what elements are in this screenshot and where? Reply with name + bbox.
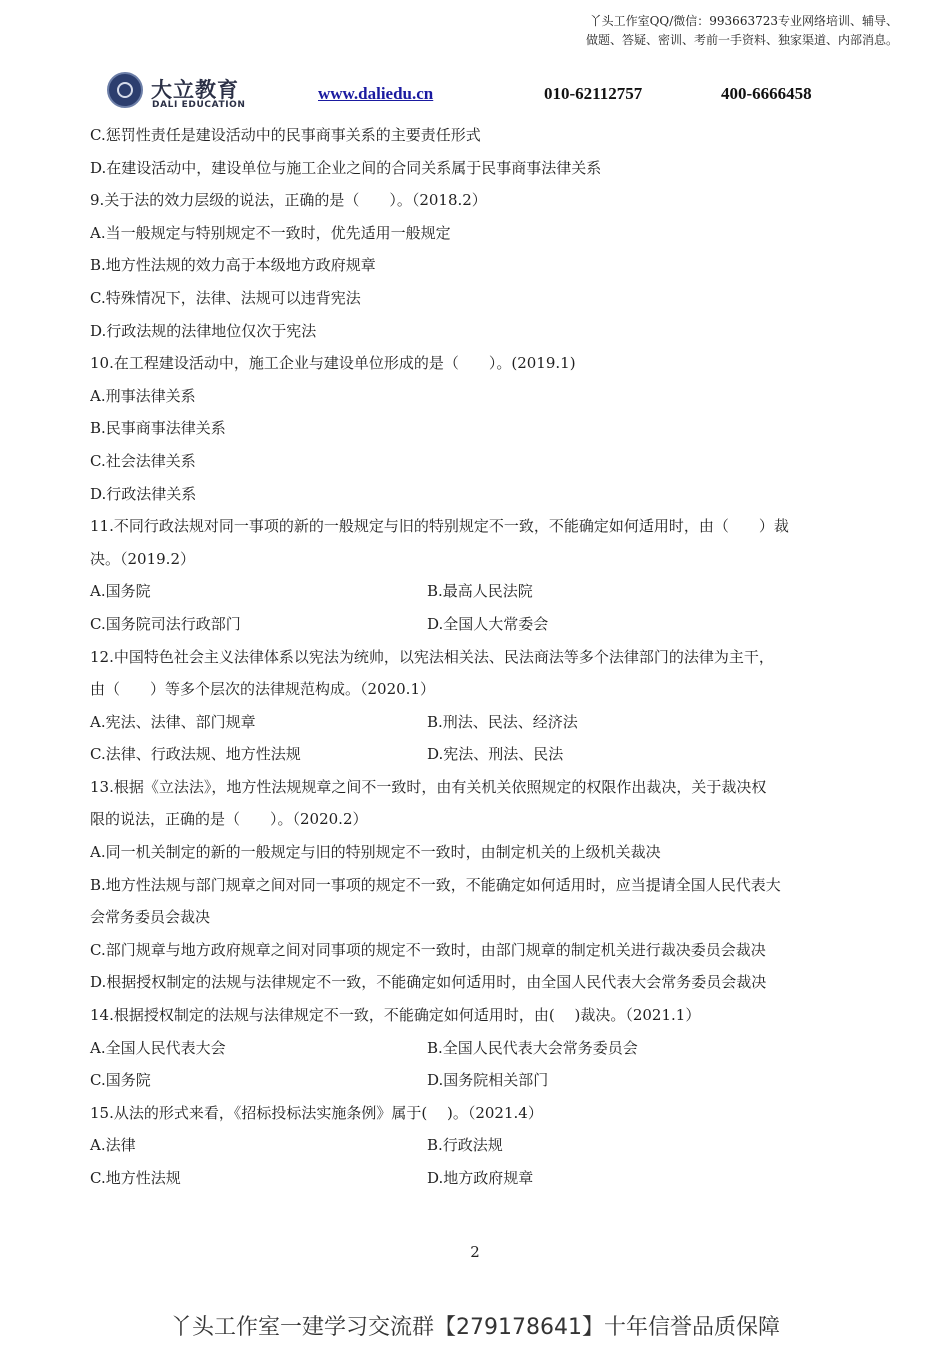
option-a: A.国务院 [90, 582, 151, 601]
option-row [90, 1032, 865, 1065]
option-row [90, 1162, 865, 1195]
logo-chinese-name: 大立教育 [151, 78, 239, 102]
option-line: D.行政法律关系 [90, 484, 197, 503]
question-14: 14.根据授权制定的法规与法律规定不一致，不能确定如何适用时，由( )裁决。（2021.1） [90, 1006, 701, 1025]
question-15: 15.从法的形式来看，《招标投标法实施条例》属于( )。（2021.4） [90, 1103, 543, 1122]
page-number: 2 [470, 1243, 480, 1261]
option-row [90, 706, 865, 739]
option-line: B.民事商事法律关系 [90, 419, 226, 438]
option-row [90, 575, 865, 608]
question-12: 12.中国特色社会主义法律体系以宪法为统帅，以宪法相关法、民法商法等多个法律部门的法律为主干， [90, 647, 774, 666]
option-row [90, 1129, 865, 1162]
option-row [90, 738, 865, 771]
option-b: B.全国人民代表大会常务委员会 [427, 1038, 638, 1057]
question-11-cont: 决。（2019.2） [90, 549, 195, 568]
option-b: B.行政法规 [427, 1136, 503, 1155]
option-a: A.法律 [90, 1136, 136, 1155]
option-c: C.国务院司法行政部门 [90, 614, 241, 633]
question-13-cont: 限的说法，正确的是（ ）。（2020.2） [90, 810, 368, 829]
option-d: D.宪法、刑法、民法 [427, 745, 564, 764]
option-b: B.刑法、民法、经济法 [427, 712, 578, 731]
option-c: C.法律、行政法规、地方性法规 [90, 745, 301, 764]
question-11: 11.不同行政法规对同一事项的新的一般规定与旧的特别规定不一致，不能确定如何适用时，由（ ）裁 [90, 517, 789, 536]
option-b: B.最高人民法院 [427, 582, 533, 601]
option-line: D.根据授权制定的法规与法律规定不一致，不能确定如何适用时，由全国人民代表大会常务委员会裁决 [90, 973, 767, 992]
option-line: C.部门规章与地方政府规章之间对同事项的规定不一致时，由部门规章的制定机关进行裁决委员会裁决 [90, 940, 766, 959]
option-line: A.当一般规定与特别规定不一致时，优先适用一般规定 [90, 223, 451, 242]
option-d: D.地方政府规章 [427, 1169, 534, 1187]
option-line: A.刑事法律关系 [90, 386, 196, 405]
page-header [0, 72, 950, 112]
question-10: 10.在工程建设活动中，施工企业与建设单位形成的是（ ）。(2019.1) [90, 354, 576, 373]
option-line: B.地方性法规与部门规章之间对同一事项的规定不一致，不能确定如何适用时，应当提请全国人民代表大 [90, 875, 781, 894]
logo-english-name: DALI EDUCATION [152, 100, 246, 110]
footer-banner: 丫头工作室一建学习交流群【279178641】十年信誉品质保障 [170, 1315, 780, 1340]
logo-emblem-icon [107, 72, 143, 108]
promo-line-1: 丫头工作室QQ/微信：993663723专业网络培训、辅导、 [589, 14, 898, 28]
option-d: D.国务院相关部门 [427, 1071, 549, 1090]
question-12-cont: 由（ ）等多个层次的法律规范构成。（2020.1） [90, 680, 435, 699]
phone-number-2: 400-6666458 [721, 84, 812, 103]
dali-logo [107, 72, 267, 112]
option-d: D.全国人大常委会 [427, 614, 549, 633]
document-body [90, 119, 865, 1195]
phone-number-1: 010-62112757 [544, 84, 643, 103]
promo-notice [498, 12, 898, 50]
option-line-cont: 会常务委员会裁决 [90, 908, 211, 927]
option-line: C.社会法律关系 [90, 451, 196, 470]
option-c: C.国务院 [90, 1071, 151, 1090]
option-line: A.同一机关制定的新的一般规定与旧的特别规定不一致时，由制定机关的上级机关裁决 [90, 843, 661, 862]
text-line: D.在建设活动中，建设单位与施工企业之间的合同关系属于民事商事法律关系 [90, 158, 602, 177]
question-13: 13.根据《立法法》，地方性法规规章之间不一致时，由有关机关依照规定的权限作出裁决，关于裁决权 [90, 777, 767, 796]
option-c: C.地方性法规 [90, 1169, 181, 1187]
question-9: 9.关于法的效力层级的说法，正确的是（ ）。（2018.2） [90, 191, 487, 210]
option-a: A.宪法、法律、部门规章 [90, 712, 256, 731]
website-link[interactable]: www.daliedu.cn [318, 84, 434, 103]
option-line: B.地方性法规的效力高于本级地方政府规章 [90, 256, 376, 275]
promo-line-2: 做题、答疑、密训、考前一手资料、独家渠道、内部消息。 [585, 33, 898, 47]
option-row [90, 1064, 865, 1097]
text-line: C.惩罚性责任是建设活动中的民事商事关系的主要责任形式 [90, 126, 481, 144]
option-row [90, 608, 865, 641]
option-line: C.特殊情况下，法律、法规可以违背宪法 [90, 288, 361, 307]
option-line: D.行政法规的法律地位仅次于宪法 [90, 321, 317, 340]
option-a: A.全国人民代表大会 [90, 1038, 226, 1057]
